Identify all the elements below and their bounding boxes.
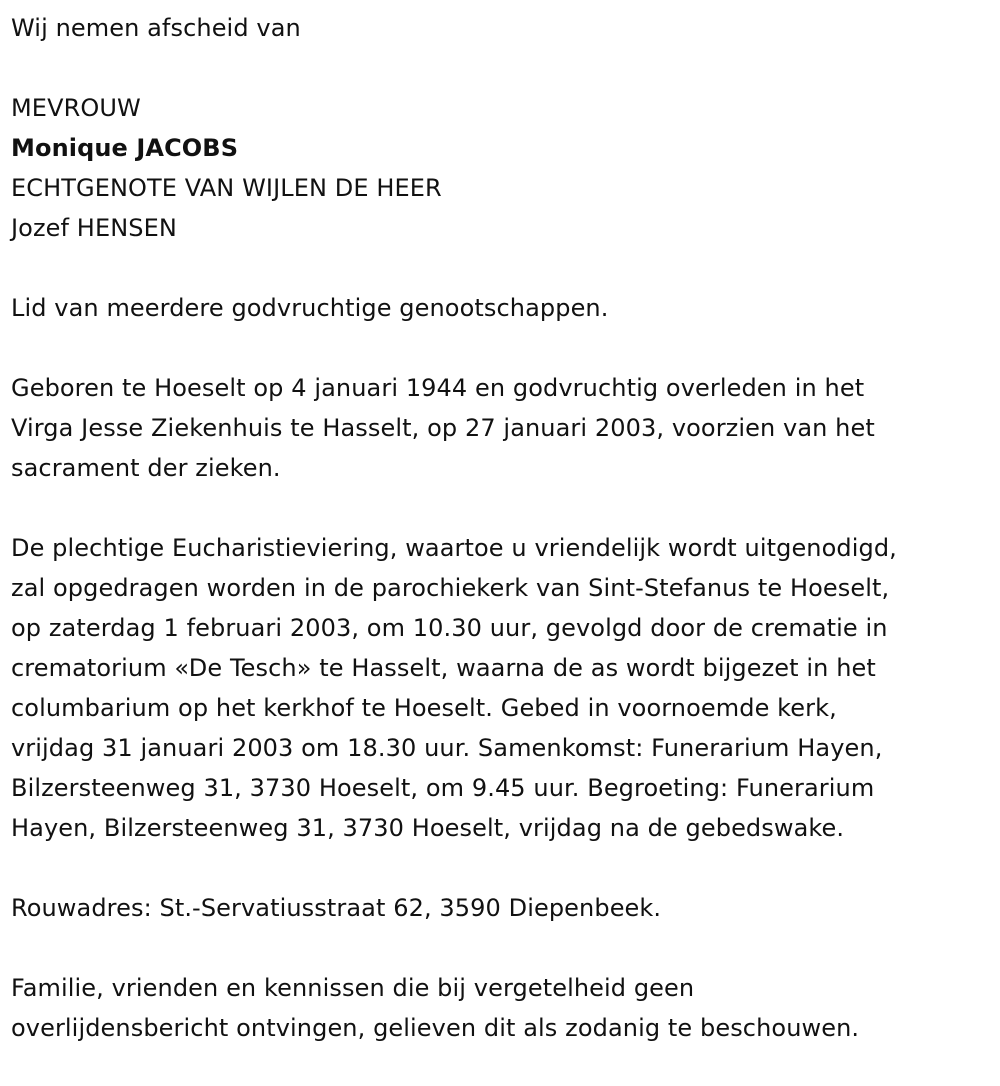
birth-death-paragraph [11, 368, 990, 488]
paragraph-line: Bilzersteenweg 31, 3730 Hoeselt, om 9.45 uur. Begroeting: Funerarium [11, 774, 875, 802]
spacer [11, 248, 990, 288]
spacer [11, 848, 990, 888]
spouse-name: Jozef HENSEN [11, 214, 177, 242]
deceased-name: Monique JACOBS [11, 134, 239, 162]
paragraph-line: columbarium op het kerkhof te Hoeselt. Gebed in voornoemde kerk, [11, 694, 837, 722]
relation-text: ECHTGENOTE VAN WIJLEN DE HEER [11, 174, 442, 202]
paragraph-line: crematorium «De Tesch» te Hasselt, waarna de as wordt bijgezet in het [11, 654, 876, 682]
membership-text: Lid van meerdere godvruchtige genootschappen. [11, 294, 609, 322]
ceremony-paragraph [11, 528, 990, 848]
mourning-address: Rouwadres: St.-Servatiusstraat 62, 3590 Diepenbeek. [11, 894, 662, 922]
paragraph-line: vrijdag 31 januari 2003 om 18.30 uur. Samenkomst: Funerarium Hayen, [11, 734, 883, 762]
spacer [11, 48, 990, 88]
spacer [11, 488, 990, 528]
intro-text: Wij nemen afscheid van [11, 14, 301, 42]
paragraph-line: Familie, vrienden en kennissen die bij vergetelheid geen [11, 974, 695, 1002]
title-prefix: MEVROUW [11, 94, 141, 122]
paragraph-line: Virga Jesse Ziekenhuis te Hasselt, op 27 januari 2003, voorzien van het [11, 414, 875, 442]
paragraph-line: sacrament der zieken. [11, 454, 281, 482]
spacer [11, 928, 990, 968]
paragraph-line: overlijdensbericht ontvingen, gelieven dit als zodanig te beschouwen. [11, 1014, 860, 1042]
paragraph-line: Hayen, Bilzersteenweg 31, 3730 Hoeselt, vrijdag na de gebedswake. [11, 814, 845, 842]
paragraph-line: Geboren te Hoeselt op 4 januari 1944 en godvruchtig overleden in het [11, 374, 865, 402]
paragraph-line: zal opgedragen worden in de parochiekerk van Sint-Stefanus te Hoeselt, [11, 574, 890, 602]
paragraph-line: De plechtige Eucharistieviering, waartoe u vriendelijk wordt uitgenodigd, [11, 534, 897, 562]
closing-paragraph [11, 968, 990, 1048]
spacer [11, 328, 990, 368]
paragraph-line: op zaterdag 1 februari 2003, om 10.30 uur, gevolgd door de crematie in [11, 614, 888, 642]
